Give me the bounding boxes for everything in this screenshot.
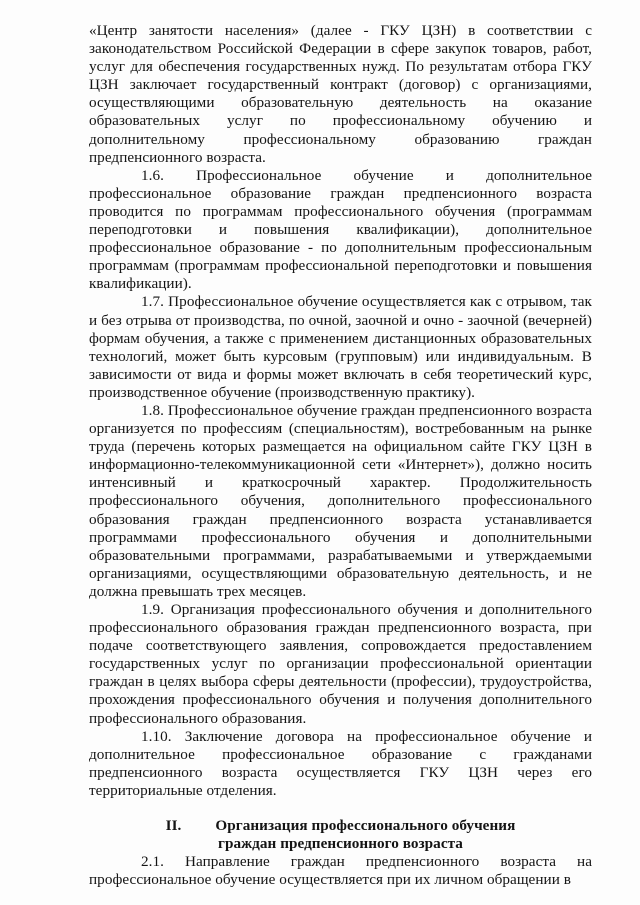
section-number: II. <box>165 817 182 835</box>
document-body <box>89 22 592 889</box>
paragraph-2-1: 2.1. Направление граждан предпенсионного возраста на профессиональное обучение осуществляется при их личном обращении в <box>89 853 592 889</box>
section-heading <box>89 817 592 853</box>
paragraph-1-8: 1.8. Профессиональное обучение граждан предпенсионного возраста организуется по профессиям (специальностям), востребованным на рынке труда (перечень которых размещается на официальном сайте ГКУ ЦЗН в информационно-телекоммуникационной сети «Интернет»), должно носить интенсивный и краткосрочный характер. Продолжительность профессионального обучения, дополнительного профессионального образования граждан предпенсионного возраста устанавливается программами профессионального обучения и дополнительными образовательными программами, разрабатываемыми и утверждаемыми организациями, осуществляющими образовательную деятельность, и не должна превышать трех месяцев. <box>89 401 592 600</box>
paragraph-1-6: 1.6. Профессиональное обучение и дополнительное профессиональное образование граждан предпенсионного возраста проводится по программам профессионального обучения (программам переподготовки и повышения квалификации), дополнительное профессиональное образование - по дополнительным профессиональным программам (программам профессиональной переподготовки и повышения квалификации). <box>89 166 592 293</box>
paragraph-1-9: 1.9. Организация профессионального обучения и дополнительного профессионального образования граждан предпенсионного возраста, при подаче соответствующего заявления, сопровождается предоставлением государственных услуг по организации профессиональной ориентации граждан в целях выбора сферы деятельности (профессии), трудоустройства, прохождения профессионального обучения и получения дополнительного профессионального образования. <box>89 601 592 727</box>
section-title-line1: Организация профессионального обучения <box>215 817 516 835</box>
paragraph-1-7: 1.7. Профессиональное обучение осуществляется как с отрывом, так и без отрыва от производства, по очной, заочной и очно - заочной (вечерней) формам обучения, а также с применением дистанционных образовательных технологий, может быть курсовым (групповым) или индивидуальным. В зависимости от вида и формы может включать в себя теоретический курс, производственное обучение (производственную практику). <box>89 293 592 401</box>
paragraph-1-10: 1.10. Заключение договора на профессиональное обучение и дополнительное профессиональное образование с гражданами предпенсионного возраста осуществляется ГКУ ЦЗН через его территориальные отделения. <box>89 727 592 799</box>
section-title-line2: граждан предпенсионного возраста <box>218 835 463 853</box>
paragraph-continuation: «Центр занятости населения» (далее - ГКУ ЦЗН) в соответствии с законодательством Российской Федерации в сфере закупок товаров, работ, услуг для обеспечения государственных нужд. По результатам отбора ГКУ ЦЗН заключает государственный контракт (договор) с организациями, осуществляющими образовательную деятельность на оказание образовательных услуг по профессиональному обучению и дополнительному профессиональному образованию граждан предпенсионного возраста. <box>89 22 592 166</box>
